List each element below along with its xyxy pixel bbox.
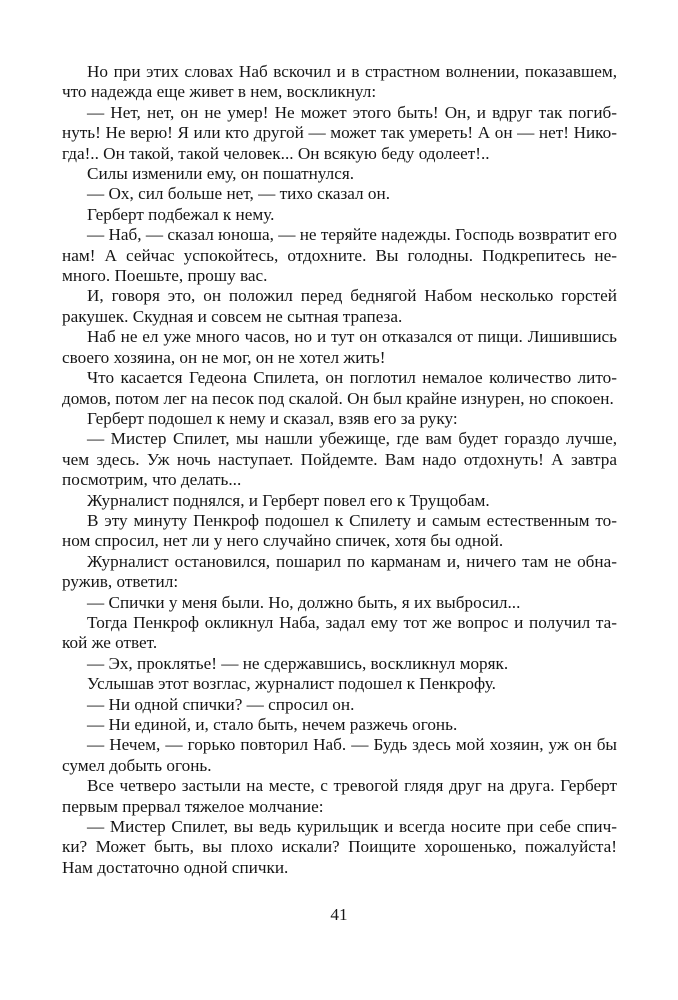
paragraph: Услышав этот возглас, журналист подошел к Пенкрофу.: [87, 674, 496, 694]
paragraph: — Мистер Спилет, вы ведь курильщик и всегда носите при себе спички? Может быть, вы плохо искали? Поищите хорошенько, пожалуйста! Нам достаточно одной спички.: [62, 817, 617, 877]
page-body: [62, 62, 617, 878]
paragraph: — Ни единой, и, стало быть, нечем разжечь огонь.: [87, 715, 458, 734]
paragraph: — Нет, нет, он не умер! Не может этого быть! Он, и вдруг так погибнуть! Не верю! Я или кто другой — может так умереть! А он — нет! Никогда!.. Он такой, такой человек... Он всякую беду одолеет!..: [62, 102, 617, 163]
paragraph: Журналист остановился, пошарил по карманам и, ничего там не обнаружив, ответил:: [62, 551, 617, 592]
paragraph: — Эх, проклятье! — не сдержавшись, воскликнул моряк.: [87, 653, 509, 673]
paragraph: Силы изменили ему, он пошатнулся.: [87, 164, 355, 184]
paragraph: Тогда Пенкроф окликнул Наба, задал ему тот же вопрос и получил такой же ответ.: [62, 612, 617, 653]
paragraph: Но при этих словах Наб вскочил и в страстном волнении, показавшем, что надежда еще живет в нем, воскликнул:: [62, 62, 617, 102]
paragraph: Наб не ел уже много часов, но и тут он отказался от пищи. Лишившись своего хозяина, он не мог, он не хотел жить!: [62, 327, 617, 367]
paragraph: Журналист поднялся, и Герберт повел его к Трущобам.: [87, 490, 490, 510]
paragraph: И, говоря это, он положил перед беднягой Набом несколько горстей ракушек. Скудная и совсем не сытная трапеза.: [62, 286, 617, 326]
paragraph: В эту минуту Пенкроф подошел к Спилету и самым естественным тоном спросил, нет ли у него случайно спичек, хотя бы одной.: [62, 510, 617, 551]
paragraph: — Ох, сил больше нет, — тихо сказал он.: [87, 184, 391, 204]
paragraph: Все четверо застыли на месте, с тревогой глядя друг на друга. Герберт первым прервал тяжелое молчание:: [62, 776, 617, 816]
paragraph: Герберт подошел к нему и сказал, взяв его за руку:: [87, 408, 458, 428]
page-number: 41: [330, 905, 348, 924]
paragraph: — Нечем, — горько повторил Наб. — Будь здесь мой хозяин, уж он бы сумел добыть огонь.: [62, 735, 617, 775]
paragraph: Герберт подбежал к нему.: [87, 204, 275, 224]
paragraph: — Ни одной спички? — спросил он.: [87, 694, 355, 714]
paragraph: — Наб, — сказал юноша, — не теряйте надежды. Господь возвратит его нам! А сейчас успокойтесь, отдохните. Вы голодны. Подкрепитесь немного. Поешьте, прошу вас.: [62, 225, 617, 286]
paragraph: — Спички у меня были. Но, должно быть, я их выбросил...: [87, 592, 521, 612]
paragraph: — Мистер Спилет, мы нашли убежище, где вам будет гораздо лучше, чем здесь. Уж ночь наступает. Пойдемте. Вам надо отдохнуть! А завтра посмотрим, что делать...: [62, 429, 617, 490]
paragraph: Что касается Гедеона Спилета, он поглотил немалое количество литодомов, потом лег на песок под скалой. Он был крайне изнурен, но спокоен.: [62, 368, 617, 408]
